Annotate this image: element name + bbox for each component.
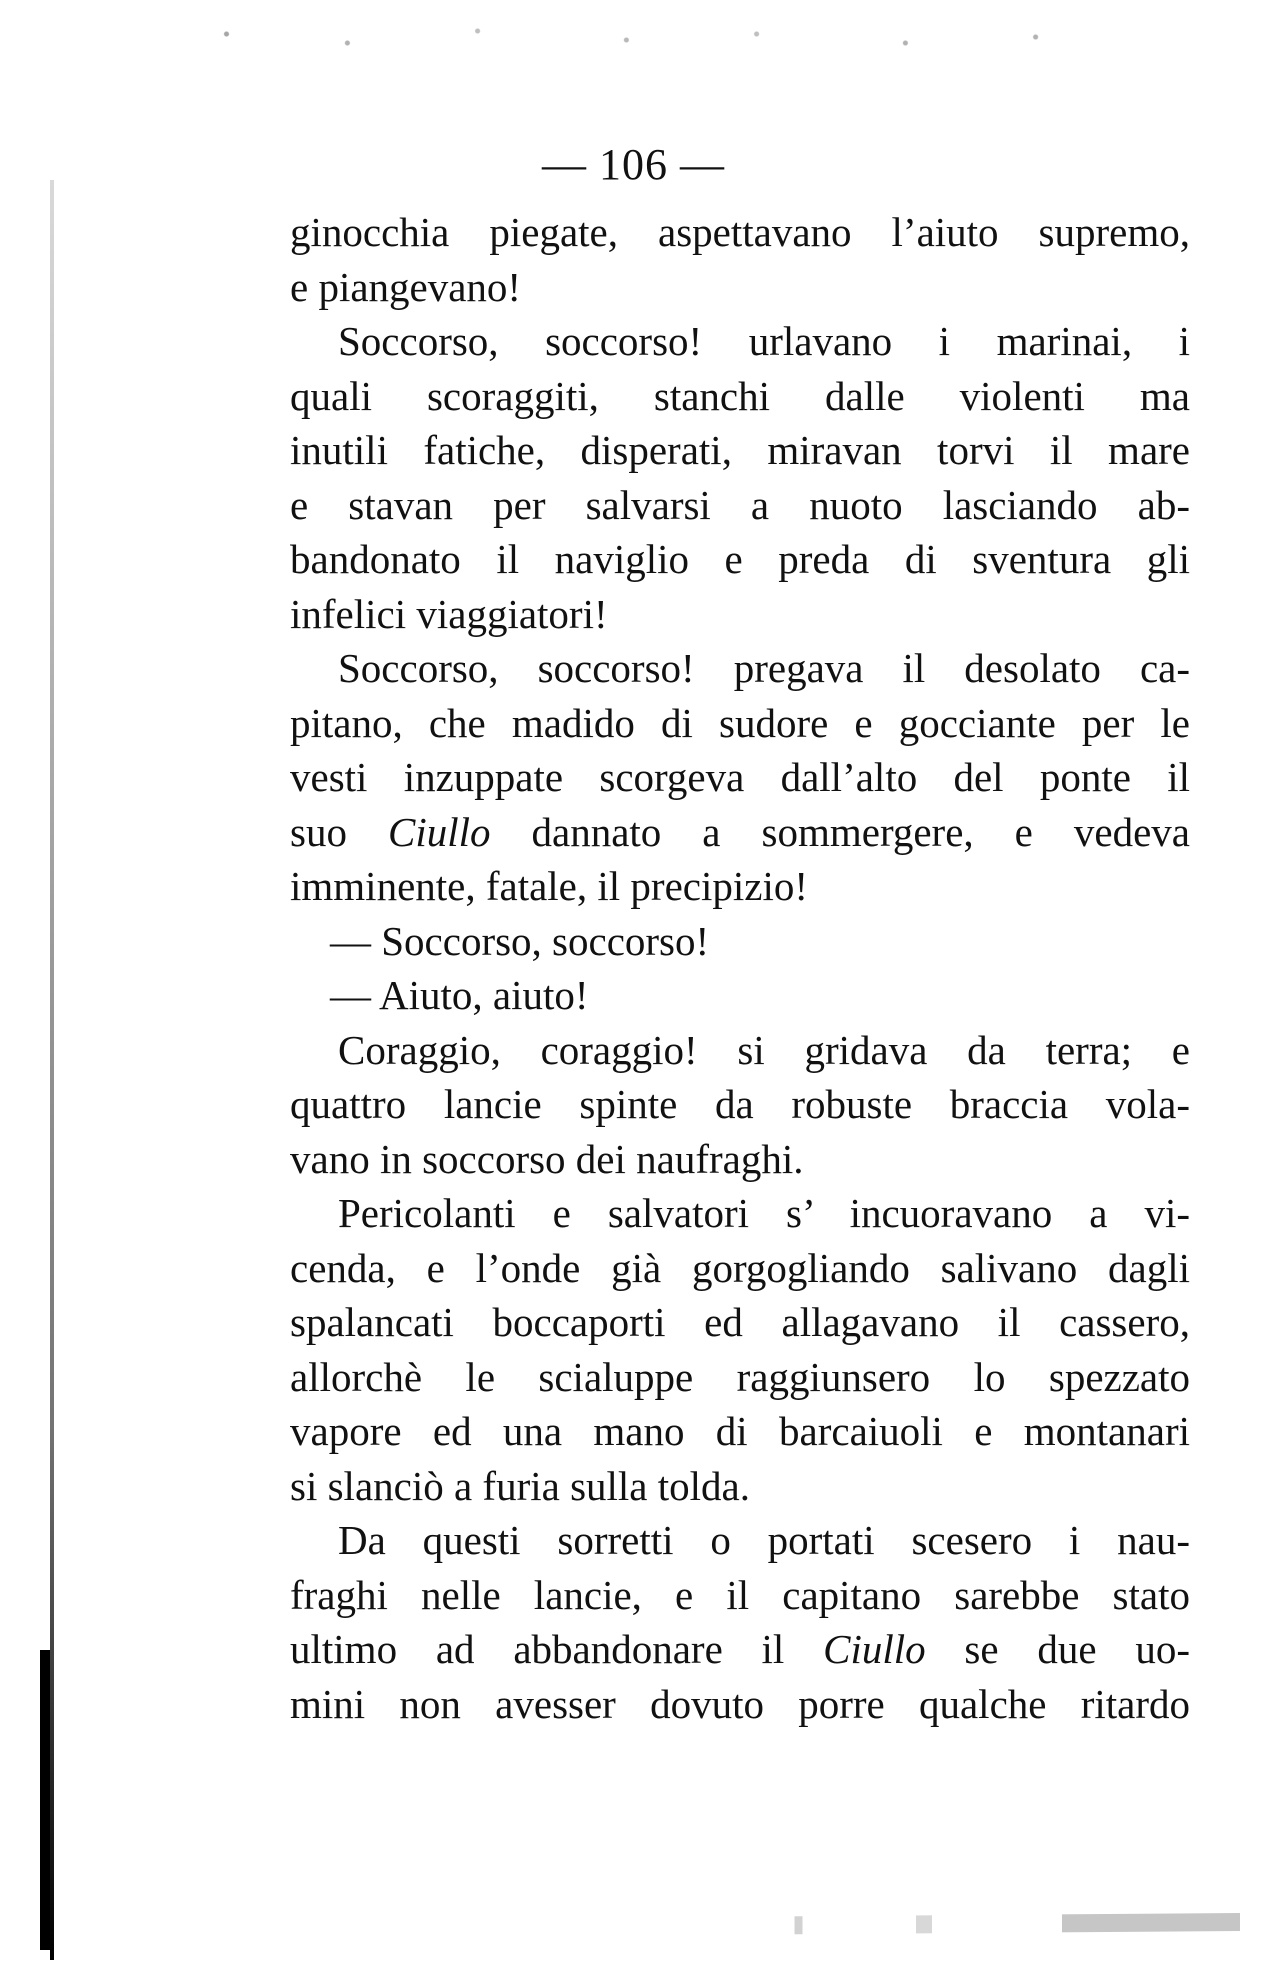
- text-segment: ultimo ad abbandonare il: [290, 1626, 824, 1672]
- text-line: inutili fatiche, disperati, miravan torvi il mare: [290, 427, 1190, 473]
- text-line: Da questi sorretti o portati scesero i nau-: [338, 1517, 1190, 1563]
- scan-edge-left-dark: [40, 1650, 50, 1950]
- text-line: infelici viaggiatori!: [290, 590, 608, 637]
- text-segment: se due uo-: [925, 1626, 1190, 1672]
- text-segment: dannato a sommergere, e vedeva: [490, 808, 1190, 855]
- scan-edge-left: [50, 180, 54, 1960]
- text-line-with-italic: [290, 1622, 1190, 1677]
- dialogue-line: — Soccorso, soccorso!: [330, 917, 710, 964]
- text-line: fraghi nelle lancie, e il capitano sarebbe stato: [290, 1571, 1190, 1618]
- text-line: e piangevano!: [290, 263, 522, 310]
- text-line: Coraggio, coraggio! si gridava da terra; e: [338, 1026, 1190, 1073]
- text-line: spalancati boccaporti ed allagavano il cassero,: [290, 1299, 1190, 1345]
- scan-noise-bottom: [430, 1895, 1240, 1955]
- text-line: Soccorso, soccorso! pregava il desolato ca-: [338, 645, 1190, 691]
- text-line: ginocchia piegate, aspettavano l’aiuto supremo,: [290, 209, 1190, 255]
- ship-name: Ciullo: [387, 808, 491, 855]
- text-line: imminente, fatale, il precipizio!: [290, 863, 808, 909]
- body-text: [290, 205, 1190, 1731]
- text-line: vesti inzuppate scorgeva dall’alto del ponte il: [290, 754, 1190, 800]
- ship-name: Ciullo: [823, 1626, 926, 1672]
- text-line: si slanciò a furia sulla tolda.: [290, 1462, 750, 1509]
- dialogue-line: — Aiuto, aiuto!: [330, 972, 589, 1018]
- scan-noise-top: [180, 10, 1110, 70]
- text-line: e stavan per salvarsi a nuoto lasciando ab-: [290, 481, 1190, 528]
- page-number: — 106 —: [542, 140, 725, 189]
- text-line: vano in soccorso dei naufraghi.: [290, 1135, 804, 1182]
- text-line: vapore ed una mano di barcaiuoli e montanari: [290, 1408, 1190, 1454]
- text-line: quattro lancie spinte da robuste braccia vola-: [290, 1081, 1190, 1127]
- text-line: Soccorso, soccorso! urlavano i marinai, i: [338, 318, 1190, 364]
- text-line: mini non avesser dovuto porre qualche ritardo: [290, 1680, 1190, 1727]
- text-line: pitano, che madido di sudore e gocciante per le: [290, 699, 1190, 746]
- text-line: bandonato il naviglio e preda di sventura gli: [290, 536, 1190, 582]
- text-line: allorchè le scialuppe raggiunsero lo spezzato: [290, 1353, 1190, 1400]
- text-segment: suo: [290, 808, 388, 855]
- text-line: cenda, e l’onde già gorgogliando salivano dagli: [290, 1244, 1190, 1291]
- text-line: quali scoraggiti, stanchi dalle violenti ma: [290, 372, 1190, 419]
- text-line-with-italic: [290, 805, 1190, 860]
- text-line: Pericolanti e salvatori s’ incuoravano a vi-: [338, 1190, 1190, 1236]
